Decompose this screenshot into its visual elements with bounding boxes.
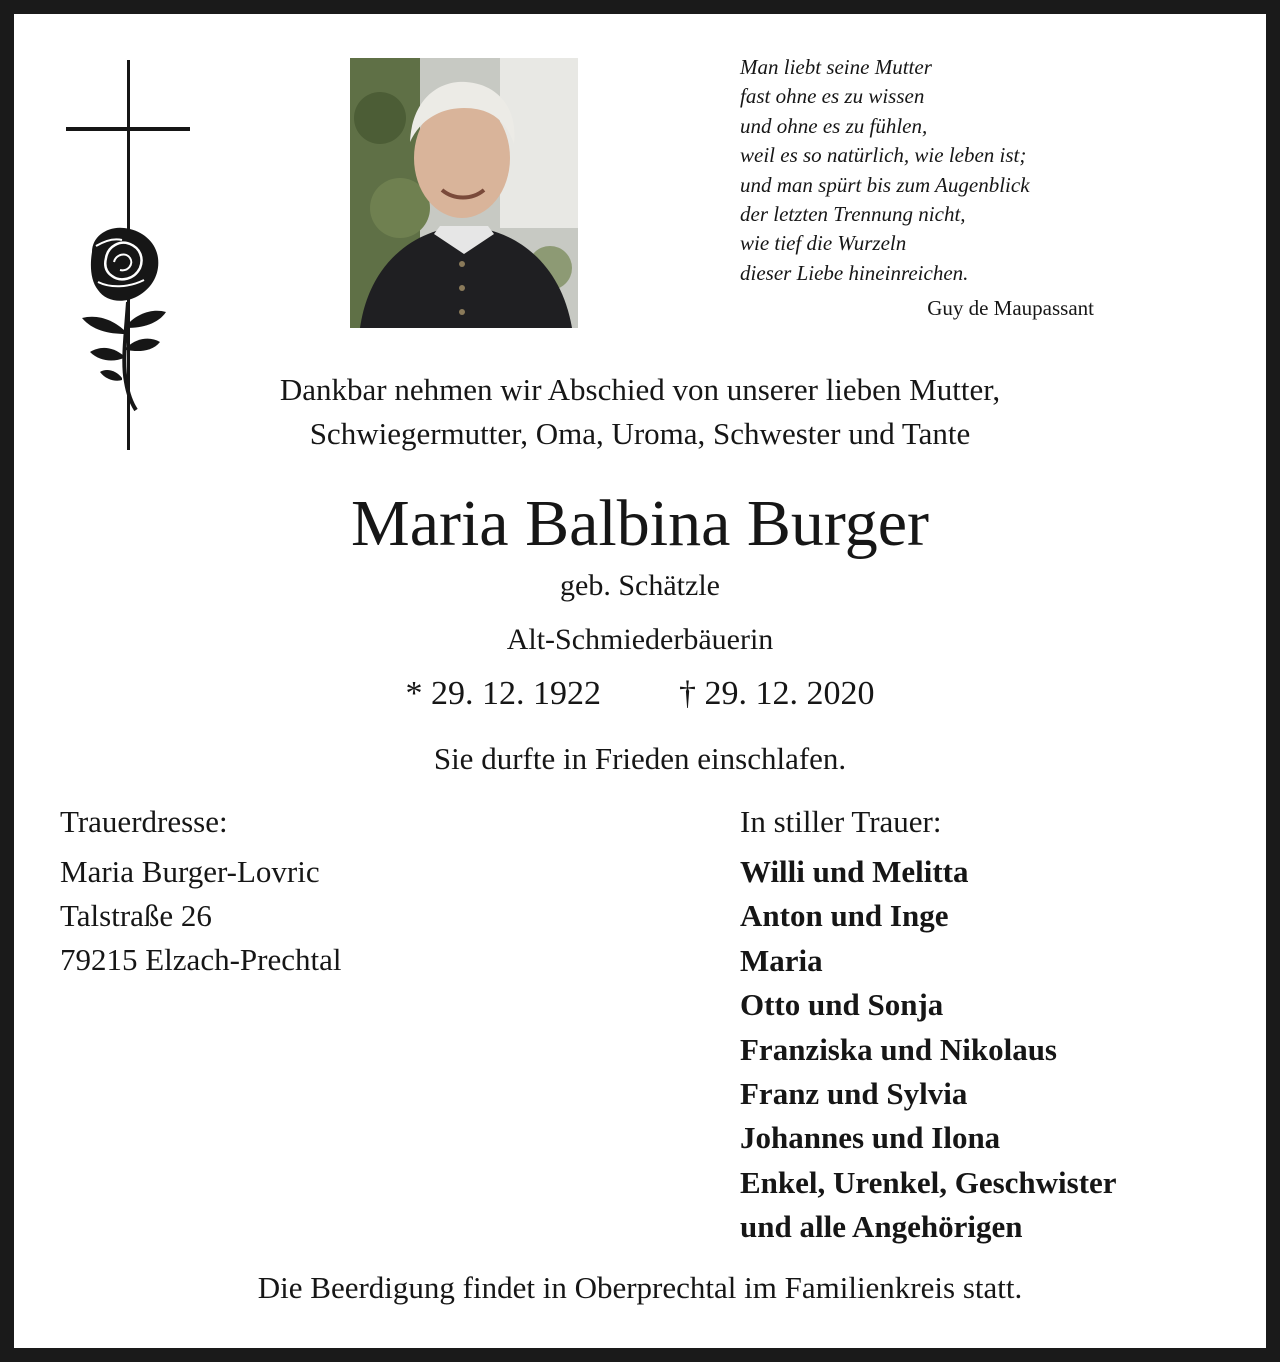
mourners-heading: In stiller Trauer: [740, 804, 942, 839]
intro-line: Dankbar nehmen wir Abschied von unserer lieben Mutter, [279, 372, 1001, 407]
address-heading: Trauerdresse: [60, 804, 228, 839]
mourners-list [740, 850, 1117, 1250]
mourner-line: Anton und Inge [740, 898, 949, 934]
poem-line: weil es so natürlich, wie leben ist; [740, 143, 1027, 168]
address-line: 79215 Elzach-Prechtal [60, 942, 342, 977]
mourning-address [60, 850, 341, 982]
cross-bar [66, 127, 190, 131]
intro-line: Schwiegermutter, Oma, Uroma, Schwester und Tante [309, 416, 971, 451]
portrait-photo [350, 58, 578, 328]
mourner-line: Johannes und Ilona [740, 1120, 1001, 1156]
mourner-line: Franz und Sylvia [740, 1076, 968, 1112]
mourner-line: und alle Angehörigen [740, 1209, 1023, 1245]
obituary-notice [14, 14, 1266, 1348]
mourner-line: Willi und Melitta [740, 854, 969, 889]
address-line: Talstraße 26 [60, 898, 212, 933]
life-dates [14, 672, 1266, 716]
funeral-note: Die Beerdigung findet in Oberprechtal im Familienkreis statt. [257, 1270, 1023, 1305]
peace-text: Sie durfte in Frieden einschlafen. [433, 741, 847, 776]
poem-line: wie tief die Wurzeln [740, 231, 907, 256]
mourner-line: Maria [740, 942, 823, 978]
poem [740, 53, 1140, 288]
maiden-name: geb. Schätzle [560, 569, 720, 602]
mourner-line: Otto und Sonja [740, 987, 944, 1023]
birth-date: * 29. 12. 1922 [405, 675, 601, 712]
death-date: † 29. 12. 2020 [679, 675, 875, 712]
poem-line: Man liebt seine Mutter [740, 55, 932, 79]
mourner-line: Franziska und Nikolaus [740, 1031, 1057, 1067]
address-line: Maria Burger-Lovric [60, 854, 320, 889]
poem-line: dieser Liebe hineinreichen. [740, 260, 969, 285]
poem-line: und man spürt bis zum Augenblick [740, 172, 1030, 197]
mourner-line: Enkel, Urenkel, Geschwister [740, 1164, 1117, 1200]
poem-line: fast ohne es zu wissen [740, 84, 925, 109]
deceased-name: Maria Balbina Burger [351, 487, 929, 560]
poem-line: der letzten Trennung nicht, [740, 202, 966, 227]
deceased-title: Alt-Schmiederbäuerin [506, 623, 774, 656]
poem-author: Guy de Maupassant [927, 296, 1094, 320]
intro-text [14, 368, 1266, 456]
poem-line: und ohne es zu fühlen, [740, 113, 928, 138]
